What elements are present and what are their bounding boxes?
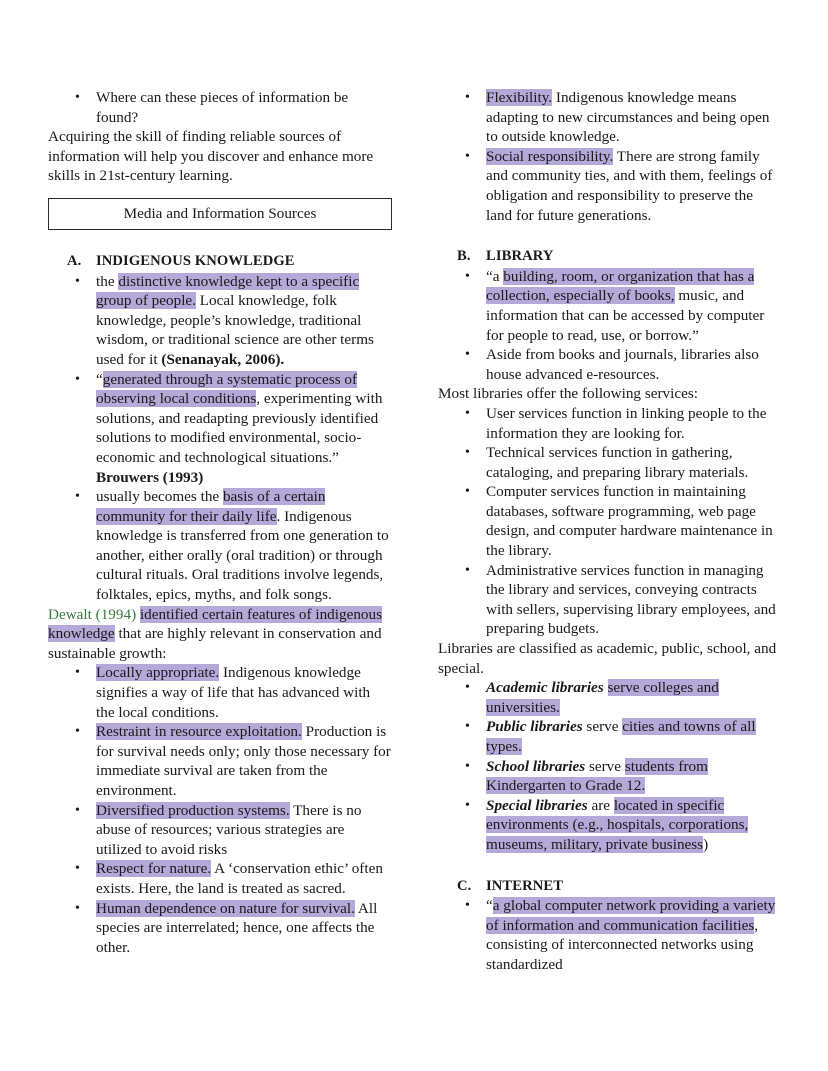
text-run-plain: the (96, 272, 119, 290)
internet-definition-bullets (438, 896, 782, 974)
text-run-highlight: Human dependence on nature for survival. (96, 899, 355, 917)
library-services-intro: Most libraries offer the following services: (438, 385, 698, 403)
text-run-plain: serve (582, 718, 623, 736)
text-run-plain (604, 679, 608, 696)
text-run-plain: Aside from books and journals, libraries also house advanced e-resources. (486, 346, 759, 383)
text-run-highlight: serve colleges and universities. (486, 679, 719, 716)
text-run-plain: Technical services function in gathering, cataloging, and preparing library materials. (486, 444, 749, 481)
list-item (438, 896, 782, 974)
text-run-plain: Production is for survival needs only; only those necessary for immediate survival are taken from the environment. (96, 723, 391, 799)
text-run-plain: Indigenous knowledge signifies a way of life that has advanced with the local conditions. (96, 664, 371, 721)
indigenous-features-bullets-continued (438, 88, 782, 225)
list-item (48, 899, 392, 958)
text-run-highlight: located in specific environments (e.g., hospitals, corporations, museums, military, private business (486, 796, 749, 853)
section-title-c: INTERNET (486, 877, 564, 894)
text-run-plain: Indigenous knowledge means adapting to new circumstances and being open to outside knowledge. (486, 89, 770, 146)
list-item (438, 717, 782, 756)
text-run-highlight: identified certain features of indigenous knowledge (48, 605, 383, 643)
text-run-plain: music, and information that can be accessed by computer for people to read, use, or borrow.” (486, 287, 765, 344)
text-run-plain: Computer services function in maintaining databases, software programming, web page design, and computer hardware maintenance in the library. (486, 483, 773, 560)
text-run-plain: serve (585, 757, 625, 775)
list-item (438, 443, 782, 482)
section-title-a: INDIGENOUS KNOWLEDGE (96, 252, 295, 269)
list-item (438, 482, 782, 560)
list-item (438, 88, 782, 147)
list-item (48, 663, 392, 722)
text-run-highlight: Restraint in resource exploitation. (96, 723, 302, 741)
section-title-b: LIBRARY (486, 248, 554, 265)
media-sources-title-box (48, 198, 392, 230)
list-item (438, 796, 782, 855)
text-run-highlight: basis of a certain community for their daily life (96, 488, 326, 525)
text-run-highlight: distinctive knowledge kept to a specific group of people. (96, 272, 360, 310)
list-item (48, 859, 392, 898)
list-item (48, 487, 392, 605)
text-run-plain: “a (486, 267, 504, 285)
list-item (438, 267, 782, 345)
lead-bullet-line2: found? (96, 108, 139, 126)
text-run-plain: . Indigenous knowledge is transferred from one generation to another, either orally (oral tradition) or through cultural rituals. Oral traditions involve legends, folktales, epics, myths, and folk songs. (96, 507, 389, 604)
section-heading-c (438, 877, 782, 897)
title-box-label: Media and Information Sources (123, 204, 317, 222)
text-run-highlight: students from Kindergarten to Grade 12. (486, 757, 708, 795)
library-definition-bullets (438, 267, 782, 385)
text-run-highlight: building, room, or organization that has a collection, especially of books, (486, 267, 755, 305)
text-run-plain: “ (486, 897, 493, 915)
lead-bullet-list (48, 88, 392, 127)
list-item (48, 801, 392, 860)
right-column (438, 88, 782, 975)
text-run-plain: User services function in linking people to the information they are looking for. (486, 404, 767, 442)
text-run-highlight: Respect for nature. (96, 860, 212, 878)
indigenous-knowledge-bullets (48, 272, 392, 605)
text-run-plain: There are strong family and community ties, and with them, feelings of obligation and responsibility to preserve the land for future generations. (486, 147, 773, 224)
text-run-plain: usually becomes the (96, 488, 223, 506)
text-run-highlight: Diversified production systems. (96, 801, 290, 819)
text-run-plain: ) (703, 835, 709, 853)
lead-bullet-line1: Where can these pieces of information be (96, 89, 349, 106)
text-run-plain: All species are interrelated; hence, one affects the other. (96, 899, 378, 956)
library-services-bullets (438, 404, 782, 639)
text-run-plain: that are highly relevant in conservation and sustainable growth: (48, 625, 382, 662)
text-run-plain: Local knowledge, folk knowledge, people’s knowledge, traditional wisdom, or traditional science are other terms used for it (96, 292, 374, 368)
section-heading-a (48, 252, 392, 272)
text-run-highlight: Social responsibility. (486, 147, 614, 165)
text-run-highlight: generated through a systematic process of observing local conditions (96, 370, 358, 408)
text-run-plain: “ (96, 370, 103, 388)
list-item (48, 722, 392, 800)
text-run-plain: There is no abuse of resources; various strategies are utilized to avoid risks (96, 801, 362, 858)
text-run-plain: , experimenting with solutions, and readapting previously identified solutions to modified environmental, socio-economic and technological situations.” (96, 390, 383, 466)
dewalt-paragraph (48, 605, 392, 664)
text-run-plain: , consisting of interconnected networks using standardized (486, 916, 759, 973)
left-column (48, 88, 392, 957)
text-run-plain: Administrative services function in managing the library and services, conveying contracts with sellers, supervising library employees, and preparing budgets. (486, 561, 776, 638)
text-run-green: Dewalt (1994) (48, 605, 137, 623)
text-run-bolditalic: Academic libraries (486, 679, 604, 697)
list-item (438, 147, 782, 225)
text-run-highlight: cities and towns of all types. (486, 718, 756, 755)
list-item (48, 370, 392, 488)
list-item (438, 678, 782, 717)
text-run-bolditalic: Public libraries (486, 718, 583, 736)
list-item (438, 404, 782, 443)
list-item (438, 561, 782, 639)
text-run-bolditalic: Special libraries (486, 796, 588, 814)
section-heading-b (438, 247, 782, 267)
text-run-bold: (Senanayak, 2006). (161, 350, 285, 368)
text-run-highlight: Locally appropriate. (96, 664, 220, 682)
section-letter-b: B. (457, 248, 471, 265)
section-letter-c: C. (457, 877, 472, 894)
list-item (438, 345, 782, 384)
section-letter-a: A. (67, 252, 82, 269)
text-run-bold: Brouwers (1993) (96, 468, 204, 486)
text-run-highlight: a global computer network providing a variety of information and communication facilities (486, 897, 776, 934)
library-types-bullets (438, 678, 782, 854)
text-run-bolditalic: School libraries (486, 757, 586, 775)
indigenous-features-bullets (48, 663, 392, 957)
text-run-plain: A ‘conservation ethic’ often exists. Here, the land is treated as sacred. (96, 860, 383, 897)
text-run-plain: are (587, 796, 614, 814)
list-item (48, 272, 392, 370)
list-item (48, 88, 392, 127)
list-item (438, 757, 782, 796)
lead-paragraph: Acquiring the skill of finding reliable sources of information will help you discover and enhance more skills in 21st-century learning. (48, 128, 374, 185)
text-run-highlight: Flexibility. (486, 89, 553, 106)
library-classification-intro: Libraries are classified as academic, public, school, and special. (438, 640, 777, 677)
